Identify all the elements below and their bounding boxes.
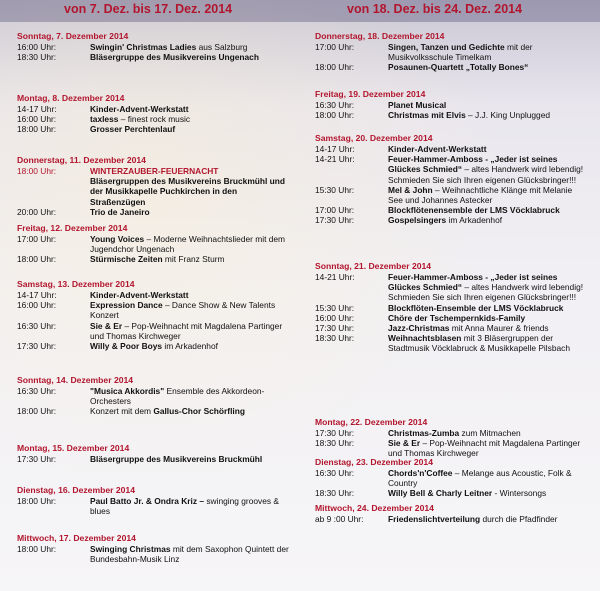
event-title: Swinging Christmas bbox=[90, 544, 171, 554]
day-heading: Sonntag, 21. Dezember 2014 bbox=[315, 261, 432, 271]
day-heading: Montag, 22. Dezember 2014 bbox=[315, 417, 428, 427]
event-row bbox=[308, 42, 592, 62]
event-title: Kinder-Advent-Werkstatt bbox=[90, 290, 189, 300]
event-time: 16:00 Uhr: bbox=[17, 300, 57, 311]
event-title: Gallus-Chor Schörfling bbox=[153, 406, 245, 417]
event-row bbox=[10, 104, 294, 114]
event-row bbox=[10, 386, 294, 406]
event-title: Chords'n'Coffee bbox=[388, 468, 453, 478]
event-time: 14-21 Uhr: bbox=[315, 272, 355, 282]
event-description: swinging grooves & blues bbox=[90, 496, 279, 517]
event-row bbox=[10, 300, 294, 320]
event-title: taxless bbox=[90, 114, 119, 125]
event-description: mit Franz Sturm bbox=[162, 254, 225, 265]
event-row bbox=[308, 110, 592, 120]
event-description: – finest rock music bbox=[118, 114, 191, 125]
event-row bbox=[308, 154, 592, 185]
event-row bbox=[308, 303, 592, 313]
event-time: 15:30 Uhr: bbox=[315, 184, 355, 195]
day-heading: Montag, 15. Dezember 2014 bbox=[17, 443, 130, 453]
event-description: – Weihnachtliche Klänge mit Melanie See und Johannes Astecker bbox=[388, 184, 573, 206]
event-row bbox=[308, 323, 592, 333]
event-row bbox=[10, 544, 294, 564]
event-title: Paul Batto Jr. & Ondra Kriz – bbox=[90, 496, 205, 506]
day-block bbox=[308, 30, 592, 73]
event-description: durch die Pfadfinder bbox=[480, 514, 558, 524]
day-heading: Montag, 8. Dezember 2014 bbox=[17, 93, 125, 103]
event-row bbox=[10, 234, 294, 254]
day-block bbox=[10, 92, 294, 135]
event-time: 18:30 Uhr: bbox=[315, 438, 355, 449]
date-range-title: von 7. Dez. bis 17. Dez. 2014 bbox=[64, 2, 233, 16]
event-description: Konzert mit dem bbox=[90, 406, 154, 417]
event-title: Trio de Janeiro bbox=[90, 206, 150, 217]
event-row bbox=[308, 100, 592, 110]
event-time: 18:00 Uhr: bbox=[17, 406, 57, 417]
event-time: 14-17 Uhr: bbox=[17, 104, 57, 114]
event-time: 18:00 Uhr: bbox=[17, 124, 57, 135]
event-title: Willy & Poor Boys bbox=[90, 341, 163, 352]
event-description: – Melange aus Acoustic, Folk & Country bbox=[388, 468, 572, 489]
event-time: 20:00 Uhr: bbox=[17, 206, 57, 217]
event-title: "Musica Akkordis" bbox=[90, 386, 165, 396]
event-time: 17:30 Uhr: bbox=[315, 215, 355, 226]
event-row bbox=[308, 215, 592, 225]
event-row bbox=[308, 333, 592, 353]
event-description: – altes Handwerk wird lebendig! Schmieden Sie sich Ihren eigenen Glücksbringer!!! bbox=[388, 164, 584, 185]
day-block bbox=[308, 456, 592, 499]
day-block bbox=[308, 88, 592, 120]
event-time: 18:30 Uhr: bbox=[315, 333, 355, 344]
event-title: Blockflötenensemble der LMS Vöcklabruck bbox=[388, 205, 560, 216]
event-title: Christmas-Zumba bbox=[388, 428, 460, 438]
day-block bbox=[10, 532, 294, 564]
event-time: 16:00 Uhr: bbox=[17, 114, 57, 125]
event-description: mit der Musikvolksschule Timelkam bbox=[388, 42, 533, 63]
event-title: Sie & Er bbox=[90, 320, 123, 331]
day-block bbox=[10, 374, 294, 417]
day-heading: Samstag, 20. Dezember 2014 bbox=[315, 133, 433, 143]
event-row bbox=[308, 62, 592, 72]
event-time: 16:30 Uhr: bbox=[17, 386, 57, 396]
event-title: Feuer-Hammer-Amboss - „Jeder ist seines Glückes Schmied“ bbox=[388, 154, 558, 175]
day-heading: Sonntag, 14. Dezember 2014 bbox=[17, 375, 134, 385]
event-row bbox=[10, 114, 294, 124]
event-title: Chöre der Tschempernkids-Family bbox=[388, 312, 526, 323]
event-row bbox=[10, 406, 294, 416]
event-description: im Arkadenhof bbox=[162, 341, 218, 352]
event-row bbox=[308, 488, 592, 498]
event-title: Feuer-Hammer-Amboss - „Jeder ist seines Glückes Schmied“ bbox=[388, 272, 558, 293]
event-title: Young Voices bbox=[90, 234, 145, 244]
event-time: 18:00 Uhr: bbox=[17, 254, 57, 265]
event-time: 17:30 Uhr: bbox=[315, 428, 355, 438]
event-row bbox=[10, 176, 294, 207]
day-block bbox=[308, 502, 592, 524]
day-block bbox=[10, 484, 294, 516]
event-row bbox=[308, 205, 592, 215]
event-title: Kinder-Advent-Werkstatt bbox=[388, 144, 487, 154]
event-description: - Wintersongs bbox=[492, 488, 547, 499]
event-title: Friedenslichtverteilung bbox=[388, 514, 481, 524]
event-description: Ensemble des Akkordeon-Orchesters bbox=[90, 386, 265, 407]
event-row bbox=[10, 321, 294, 341]
event-title: Bläsergruppe des Musikvereins Bruckmühl bbox=[90, 454, 263, 464]
event-row bbox=[10, 52, 294, 62]
event-title: Bläsergruppe des Musikvereins Ungenach bbox=[90, 52, 259, 63]
event-time: 14-21 Uhr: bbox=[315, 154, 355, 165]
event-description: mit Anna Maurer & friends bbox=[449, 323, 549, 334]
event-row bbox=[10, 341, 294, 351]
event-description: – Moderne Weihnachtslieder mit dem Jugendchor Ungenach bbox=[90, 234, 286, 255]
event-title: Jazz-Christmas bbox=[388, 323, 450, 334]
event-row bbox=[10, 42, 294, 52]
event-row bbox=[308, 514, 592, 524]
day-block bbox=[10, 154, 294, 217]
event-description: – J.J. King Unplugged bbox=[465, 110, 551, 121]
event-title: Posaunen-Quartett „Totally Bones“ bbox=[388, 62, 529, 73]
event-title: Blockflöten-Ensemble der LMS Vöcklabruck bbox=[388, 302, 564, 313]
day-heading: Donnerstag, 11. Dezember 2014 bbox=[17, 155, 146, 165]
event-title: Swingin' Christmas Ladies bbox=[90, 42, 197, 52]
day-heading: Sonntag, 7. Dezember 2014 bbox=[17, 31, 129, 41]
event-time: 18:30 Uhr: bbox=[17, 52, 57, 63]
event-row bbox=[308, 144, 592, 154]
event-title: Kinder-Advent-Werkstatt bbox=[90, 104, 189, 114]
day-heading: Dienstag, 16. Dezember 2014 bbox=[17, 485, 135, 495]
event-row bbox=[10, 254, 294, 264]
event-description: – altes Handwerk wird lebendig! Schmieden Sie sich Ihren eigenen Glücksbringer!!! bbox=[388, 282, 584, 303]
event-time: 18:00 Uhr: bbox=[315, 62, 355, 73]
event-row bbox=[10, 207, 294, 217]
event-time: 16:30 Uhr: bbox=[17, 320, 57, 331]
event-time: ab 9 :00 Uhr: bbox=[315, 514, 364, 524]
event-title: Expression Dance bbox=[90, 300, 163, 311]
day-heading: Mittwoch, 24. Dezember 2014 bbox=[315, 503, 434, 513]
event-title: Christmas mit Elvis bbox=[388, 110, 466, 121]
event-title: Singen, Tanzen und Gedichte bbox=[388, 42, 505, 52]
event-time: 17:00 Uhr: bbox=[315, 205, 355, 216]
day-block bbox=[10, 442, 294, 464]
event-description: – Dance Show & New Talents Konzert bbox=[90, 300, 276, 321]
event-title: WINTERZAUBER-FEUERNACHT bbox=[90, 166, 219, 176]
day-block bbox=[10, 278, 294, 351]
event-description: – Pop-Weihnacht mit Magdalena Partinger und Thomas Kirchweger bbox=[388, 438, 581, 459]
event-time: 14-17 Uhr: bbox=[17, 290, 57, 300]
event-description: im Arkadenhof bbox=[446, 215, 503, 226]
day-block bbox=[308, 132, 592, 226]
event-row bbox=[10, 454, 294, 464]
event-time: 18:30 Uhr: bbox=[315, 488, 355, 499]
event-time: 17:00 Uhr: bbox=[315, 42, 355, 52]
event-row bbox=[10, 166, 294, 176]
event-row bbox=[308, 272, 592, 303]
event-row bbox=[308, 428, 592, 438]
event-row bbox=[10, 124, 294, 134]
event-time: 16:30 Uhr: bbox=[315, 100, 355, 110]
day-heading: Freitag, 12. Dezember 2014 bbox=[17, 223, 128, 233]
event-row bbox=[308, 185, 592, 205]
event-title: Sie & Er bbox=[388, 438, 421, 449]
event-description: mit 3 Bläsergruppen der Stadtmusik Vöcklabruck & Musikkapelle Pilsbach bbox=[388, 333, 571, 354]
day-heading: Dienstag, 23. Dezember 2014 bbox=[315, 457, 433, 467]
day-heading: Samstag, 13. Dezember 2014 bbox=[17, 279, 135, 289]
event-title: Gospelsingers bbox=[388, 215, 447, 226]
day-block bbox=[10, 222, 294, 265]
event-time: 14-17 Uhr: bbox=[315, 144, 355, 154]
event-time: 15:30 Uhr: bbox=[315, 302, 355, 313]
event-time: 16:00 Uhr: bbox=[315, 312, 355, 323]
day-block bbox=[308, 416, 592, 459]
event-time: 16:30 Uhr: bbox=[315, 468, 355, 478]
event-row bbox=[308, 313, 592, 323]
event-row bbox=[10, 290, 294, 300]
event-time: 16:00 Uhr: bbox=[17, 42, 57, 52]
event-time: 18:00 Uhr: bbox=[17, 496, 57, 506]
event-title: Weihnachtsblasen bbox=[388, 333, 462, 344]
event-time: 18:00 Uhr: bbox=[17, 544, 57, 554]
event-time: 18:00 Uhr: bbox=[315, 110, 355, 121]
day-heading: Mittwoch, 17. Dezember 2014 bbox=[17, 533, 136, 543]
event-time: 18:00 Uhr: bbox=[17, 166, 57, 176]
event-title: Mel & John bbox=[388, 184, 433, 195]
event-row bbox=[308, 468, 592, 488]
event-title: Stürmische Zeiten bbox=[90, 254, 163, 265]
event-title: Willy Bell & Charly Leitner bbox=[388, 488, 493, 499]
event-description: zum Mitmachen bbox=[459, 428, 521, 438]
day-heading: Freitag, 19. Dezember 2014 bbox=[315, 89, 426, 99]
event-time: 17:30 Uhr: bbox=[17, 454, 57, 464]
event-title: Planet Musical bbox=[388, 100, 447, 110]
event-time: 17:00 Uhr: bbox=[17, 234, 57, 244]
day-heading: Donnerstag, 18. Dezember 2014 bbox=[315, 31, 445, 41]
event-time: 17:30 Uhr: bbox=[17, 341, 57, 352]
event-description: mit dem Saxophon Quintett der Bundesbahn-Musik Linz bbox=[90, 544, 289, 565]
event-description: – Pop-Weihnacht mit Magdalena Partinger und Thomas Kirchweger bbox=[90, 320, 283, 341]
date-range-title: von 18. Dez. bis 24. Dez. 2014 bbox=[347, 2, 523, 16]
event-description: aus Salzburg bbox=[196, 42, 248, 52]
day-block bbox=[10, 30, 294, 62]
event-title: Bläsergruppen des Musikvereins Bruckmühl und der Musikkapelle Puchkirchen in den Straßenzügen bbox=[90, 176, 286, 207]
event-title: Grosser Perchtenlauf bbox=[90, 124, 176, 135]
event-row bbox=[10, 496, 294, 516]
day-block bbox=[308, 260, 592, 354]
event-time: 17:30 Uhr: bbox=[315, 323, 355, 334]
